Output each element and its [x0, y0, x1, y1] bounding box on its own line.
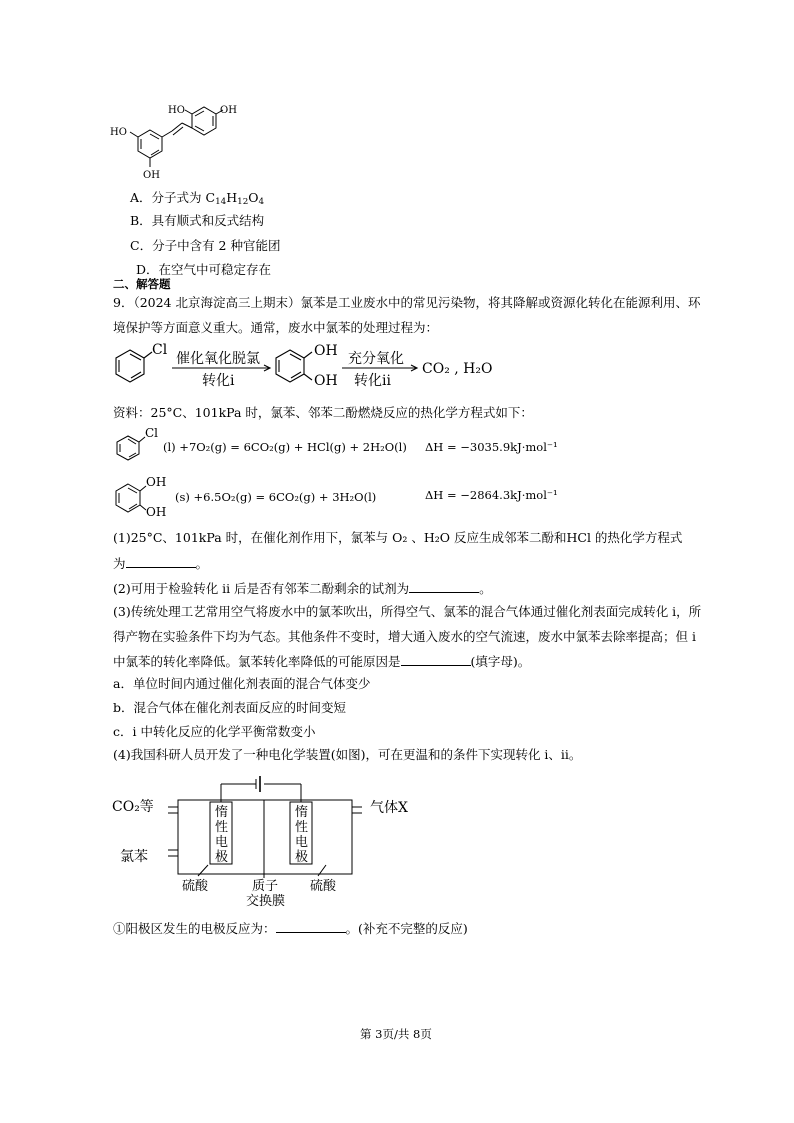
q9-line1: 9．（2024 北京海淀高三上期末）氯苯是工业废水中的常见污染物，将其降解或资源化转化在能源利用、环: [113, 295, 701, 310]
treatment-scheme: [112, 340, 512, 396]
svg-text:惰: 惰: [295, 805, 309, 820]
svg-text:极: 极: [295, 850, 309, 865]
arrow2-bottom-label: 转化ii: [354, 373, 391, 389]
left-electrode-label: [215, 804, 228, 865]
eq2-oh2-label: OH: [146, 505, 167, 519]
ho-top-left-label: HO: [168, 105, 185, 116]
oh-top-right-label: OH: [220, 105, 237, 116]
eq1-dh: ΔH = −3035.9kJ·mol⁻¹: [425, 440, 558, 454]
part3-line1: (3)传统处理工艺常用空气将废水中的氯苯吹出，所得空气、氯苯的混合气体通过催化剂表面完成转化 i，所: [113, 604, 702, 619]
part3-line2: 得产物在实验条件下均为气态。其他条件不变时，增大通入废水的空气流速，废水中氯苯去除率提高；但 i: [113, 629, 696, 644]
arrow2-top-label: 充分氧化: [348, 351, 404, 367]
option-d: D．在空气中可稳定存在: [136, 262, 272, 277]
part2-line: (2)可用于检验转化 ii 后是否有邻苯二酚剩余的试剂为 。: [113, 581, 492, 596]
resveratrol-structure: [110, 100, 250, 185]
ho-left-label: HO: [110, 127, 127, 138]
choice-a: a．单位时间内通过催化剂表面的混合气体变少: [113, 676, 371, 691]
membrane-label-2: 交换膜: [246, 894, 286, 909]
scheme-oh2-label: OH: [314, 373, 338, 389]
option-c: C．分子中含有 2 种官能团: [130, 238, 281, 253]
svg-text:性: 性: [295, 820, 309, 835]
eq2-catechol: [113, 472, 183, 522]
svg-text:电: 电: [295, 835, 309, 850]
svg-text:惰: 惰: [215, 805, 229, 820]
part3-line3: 中氯苯的转化率降低。氯苯转化率降低的可能原因是 (填字母)。: [113, 654, 531, 669]
eq1-cl-label: Cl: [145, 426, 159, 440]
eq2-dh: ΔH = −2864.3kJ·mol⁻¹: [425, 488, 558, 502]
part1-line1: (1)25°C、101kPa 时，在催化剂作用下，氯苯与 O₂ 、H₂O 反应生成邻苯二酚和HCl 的热化学方程式: [113, 530, 683, 545]
eq2-oh1-label: OH: [146, 475, 167, 489]
cell-chlorobenzene-label: 氯苯: [120, 849, 148, 865]
oh-bottom-label: OH: [143, 170, 160, 181]
part1-answer-blank[interactable]: [126, 555, 196, 568]
option-b: B．具有顺式和反式结构: [130, 213, 265, 228]
membrane-label-1: 质子: [252, 879, 279, 894]
right-electrode-label: [295, 804, 308, 865]
svg-text:极: 极: [215, 850, 229, 865]
acid-left-label: 硫酸: [182, 879, 209, 894]
section-heading: 二、解答题: [113, 277, 171, 291]
electrochemical-cell-diagram: [112, 768, 432, 908]
scheme-products: CO₂ , H₂O: [422, 361, 493, 377]
eq1-text: (l) +7O₂(g) = 6CO₂(g) + HCl(g) + 2H₂O(l): [163, 440, 407, 454]
part2-answer-blank[interactable]: [409, 580, 479, 593]
choice-b: b．混合气体在催化剂表面反应的时间变短: [113, 700, 347, 715]
svg-text:性: 性: [215, 820, 229, 835]
scheme-oh1-label: OH: [314, 343, 338, 359]
cell-gas-x-label: 气体X: [370, 800, 408, 816]
acid-right-label: 硫酸: [310, 879, 337, 894]
eq2-text: (s) +6.5O₂(g) = 6CO₂(g) + 3H₂O(l): [175, 490, 377, 504]
part4-1-line: ①阳极区发生的电极反应为： 。(补充不完整的反应): [113, 921, 468, 936]
q9-line2: 境保护等方面意义重大。通常，废水中氯苯的处理过程为：: [113, 320, 439, 335]
scheme-cl-label: Cl: [152, 342, 168, 358]
part3-answer-blank[interactable]: [401, 653, 471, 666]
option-a: A．分子式为 $C_{14}H_{12}O_4$: [130, 190, 265, 208]
part1-line2: 为 。: [113, 556, 209, 571]
info-line: 资料：25°C、101kPa 时，氯苯、邻苯二酚燃烧反应的热化学方程式如下：: [113, 405, 533, 420]
part4-1-answer-blank[interactable]: [276, 920, 346, 933]
eq1-chlorobenzene: [113, 424, 163, 464]
page-footer: 第 3页/共 8页: [360, 1027, 432, 1041]
cell-co2-label: CO₂等: [112, 799, 154, 815]
arrow1-top-label: 催化氧化脱氯: [176, 351, 260, 367]
choice-c: c．i 中转化反应的化学平衡常数变小: [113, 724, 316, 739]
svg-text:电: 电: [215, 835, 229, 850]
arrow1-bottom-label: 转化i: [202, 373, 235, 389]
part4-line: (4)我国科研人员开发了一种电化学装置(如图)，可在更温和的条件下实现转化 i、ii。: [113, 747, 582, 762]
